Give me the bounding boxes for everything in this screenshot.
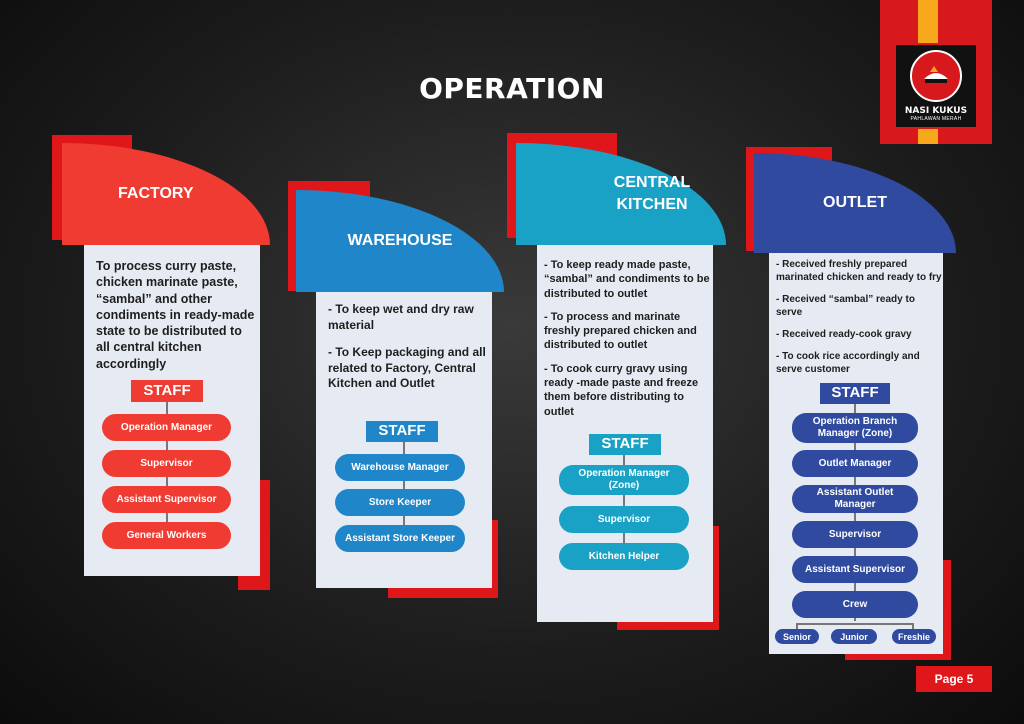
factory-role-assistant-supervisor: Assistant Supervisor bbox=[102, 486, 231, 513]
outlet-role-supervisor: Supervisor bbox=[792, 521, 918, 548]
crew-junior: Junior bbox=[831, 629, 877, 644]
kitchen-role-supervisor: Supervisor bbox=[559, 506, 689, 533]
crew-branch-line bbox=[796, 623, 914, 625]
warehouse-role-assistant-store-keeper: Assistant Store Keeper bbox=[335, 525, 465, 552]
kitchen-desc-line: - To cook curry gravy using ready -made paste and freeze them before distributing to outlet bbox=[544, 362, 699, 418]
crew-senior: Senior bbox=[775, 629, 819, 644]
factory-role-supervisor: Supervisor bbox=[102, 450, 231, 477]
kitchen-header: CENTRAL KITCHEN bbox=[516, 143, 726, 245]
page-number: Page 5 bbox=[916, 666, 992, 692]
outlet-role-assistant-supervisor: Assistant Supervisor bbox=[792, 556, 918, 583]
outlet-role-outlet-manager: Outlet Manager bbox=[792, 450, 918, 477]
warehouse-role-warehouse-manager: Warehouse Manager bbox=[335, 454, 465, 481]
outlet-description bbox=[776, 258, 942, 376]
logo-name: NASI KUKUS bbox=[904, 106, 968, 116]
kitchen-role-operation-manager: Operation Manager (Zone) bbox=[559, 465, 689, 495]
kitchen-description bbox=[544, 258, 710, 419]
logo-emblem bbox=[894, 43, 978, 129]
factory-description: To process curry paste, chicken marinate paste, “sambal” and other condiments in ready-made state to be distributed to all central kitchen accordingly bbox=[96, 259, 255, 371]
warehouse-role-store-keeper: Store Keeper bbox=[335, 489, 465, 516]
outlet-staff-label: STAFF bbox=[820, 383, 890, 404]
kitchen-desc-line: - To keep ready made paste, “sambal” and condiments to be distributed to outlet bbox=[544, 259, 710, 300]
outlet-desc-line: - Received ready-cook gravy bbox=[776, 329, 912, 340]
kitchen-staff-label: STAFF bbox=[589, 434, 661, 455]
outlet-role-operation-branch-manager: Operation Branch Manager (Zone) bbox=[792, 413, 918, 443]
logo-circle-icon bbox=[910, 50, 962, 102]
outlet-desc-line: - To cook rice accordingly and serve customer bbox=[776, 351, 920, 375]
outlet-role-crew: Crew bbox=[792, 591, 918, 618]
brand-logo bbox=[880, 0, 992, 144]
factory-staff-label: STAFF bbox=[131, 380, 203, 402]
logo-subtitle: PAHLAWAN MERAH bbox=[910, 116, 962, 122]
outlet-header: OUTLET bbox=[754, 153, 956, 253]
factory-role-operation-manager: Operation Manager bbox=[102, 414, 231, 441]
warehouse-staff-label: STAFF bbox=[366, 421, 438, 442]
page-title: OPERATION bbox=[419, 72, 605, 105]
kitchen-role-kitchen-helper: Kitchen Helper bbox=[559, 543, 689, 570]
kitchen-desc-line: - To process and marinate freshly prepared chicken and distributed to outlet bbox=[544, 310, 697, 352]
factory-header: FACTORY bbox=[62, 143, 270, 245]
warehouse-desc-line: - To Keep packaging and all related to Factory, Central Kitchen and Outlet bbox=[328, 345, 486, 391]
outlet-desc-line: - Received “sambal” ready to serve bbox=[776, 294, 915, 318]
factory-role-general-workers: General Workers bbox=[102, 522, 231, 549]
outlet-desc-line: - Received freshly prepared marinated chicken and ready to fry bbox=[776, 259, 942, 283]
warehouse-description bbox=[328, 302, 488, 392]
warehouse-header: WAREHOUSE bbox=[296, 190, 504, 292]
outlet-role-assistant-outlet-manager: Assistant Outlet Manager bbox=[792, 485, 918, 513]
crew-freshie: Freshie bbox=[892, 629, 936, 644]
warehouse-desc-line: - To keep wet and dry raw material bbox=[328, 302, 474, 332]
